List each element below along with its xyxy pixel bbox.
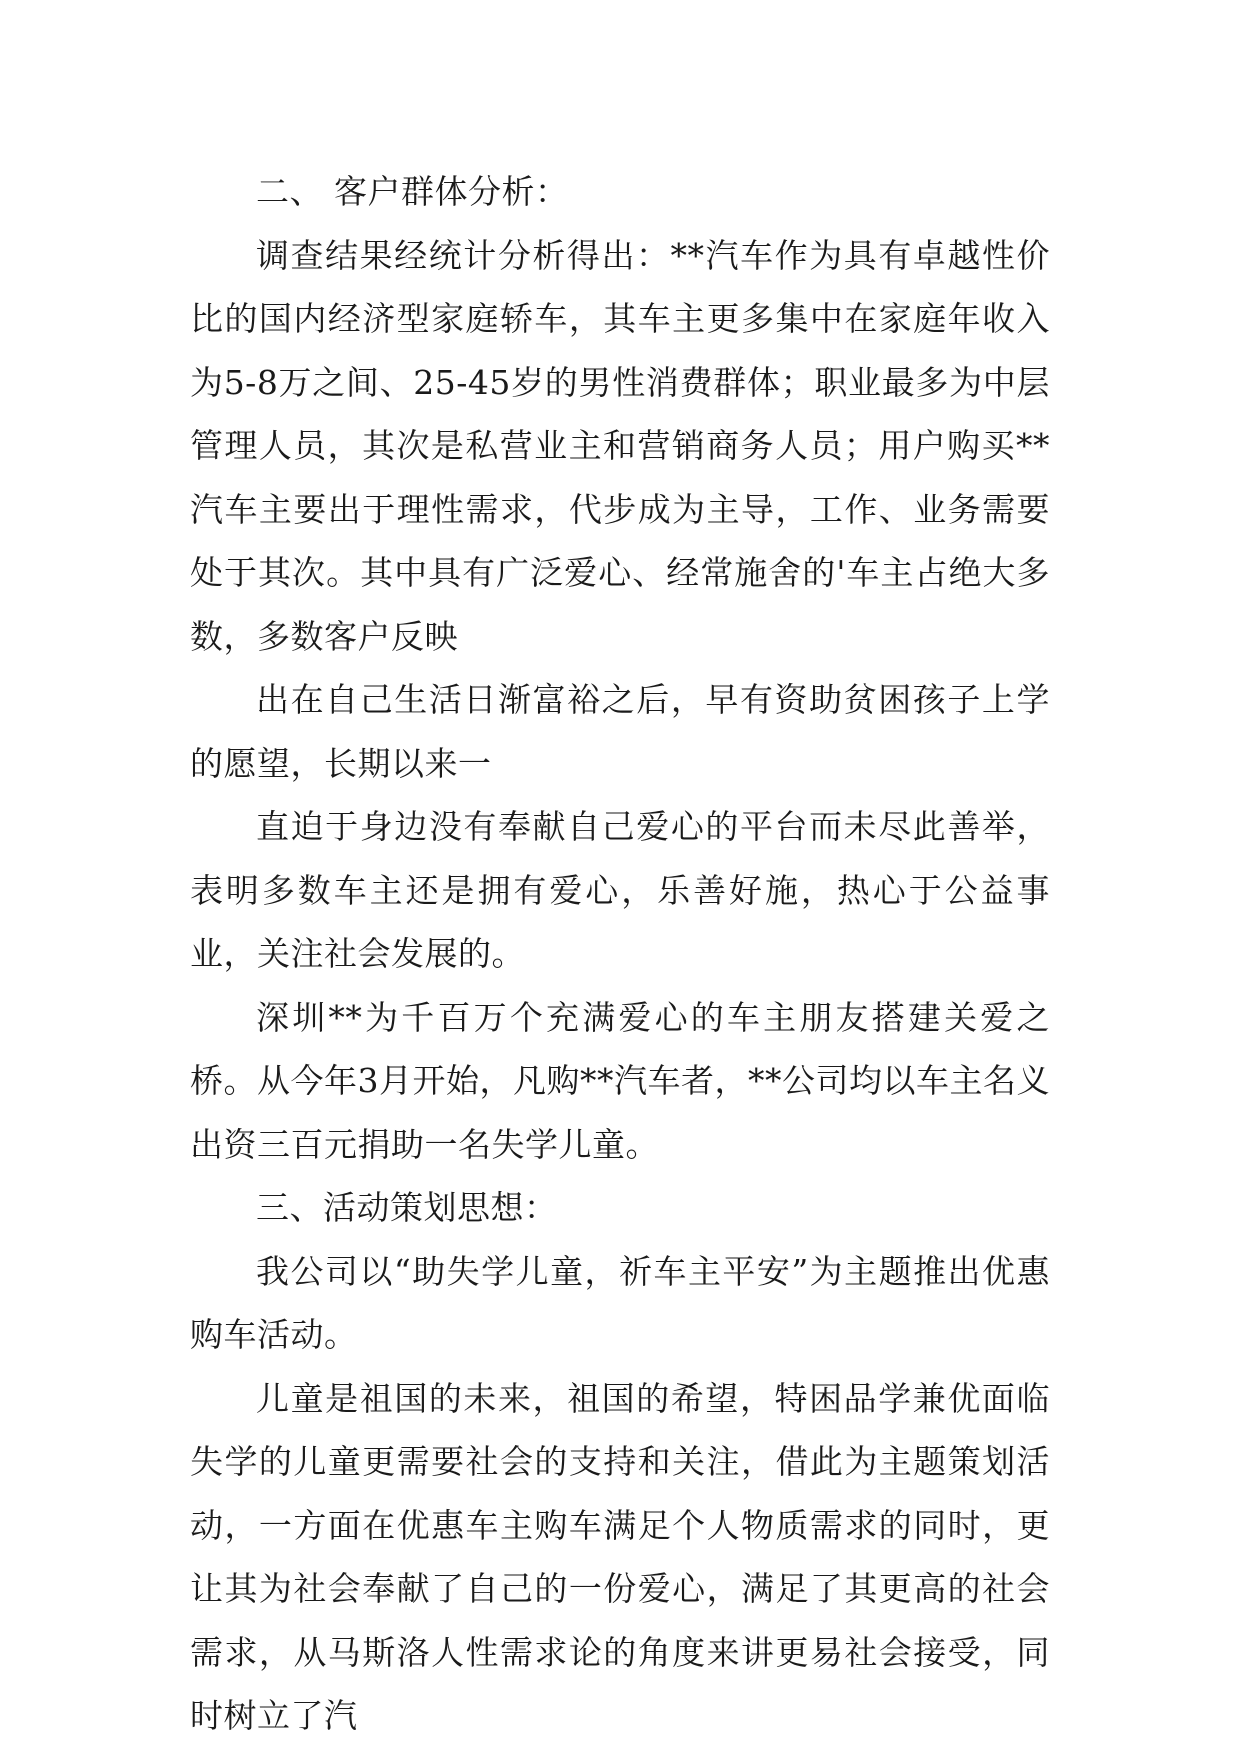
paragraph-children-future: 儿童是祖国的未来，祖国的希望，特困品学兼优面临失学的儿童更需要社会的支持和关注，借此为主题策划活动，一方面在优惠车主购车满足个人物质需求的同时，更让其为社会奉献了自己的一份爱心，满足了其更高的社会需求，从马斯洛人性需求论的角度来讲更易社会接受，同时树立了汽 (190, 1378, 1050, 1735)
paragraph-wish-to-help: 出在自己生活日渐富裕之后，早有资助贫困孩子上学的愿望，长期以来一 (190, 680, 1050, 783)
section-heading-activity-plan: 三、活动策划思想： (256, 1188, 558, 1227)
paragraph-lack-of-platform: 直迫于身边没有奉献自己爱心的平台而未尽此善举，表明多数车主还是拥有爱心，乐善好施，热心于公益事业，关注社会发展的。 (190, 807, 1050, 973)
paragraph-theme: 我公司以“助失学儿童，祈车主平安”为主题推出优惠购车活动。 (190, 1251, 1050, 1354)
section-heading-customer-analysis: 二、 客户群体分析： (256, 172, 569, 211)
paragraph-survey-results: 调查结果经统计分析得出：**汽车作为具有卓越性价比的国内经济型家庭轿车，其车主更多集中在家庭年收入为5-8万之间、25-45岁的男性消费群体；职业最多为中层管理人员，其次是私营业主和营销商务人员；用户购买**汽车主要出于理性需求，代步成为主导，工作、业务需要处于其次。其中具有广泛爱心、经常施舍的'车主占绝大多数，多数客户反映 (190, 235, 1050, 656)
document-body (190, 160, 1050, 1748)
paragraph-shenzhen-bridge: 深圳**为千百万个充满爱心的车主朋友搭建关爱之桥。从今年3月开始，凡购**汽车者，**公司均以车主名义出资三百元捐助一名失学儿童。 (190, 997, 1050, 1164)
